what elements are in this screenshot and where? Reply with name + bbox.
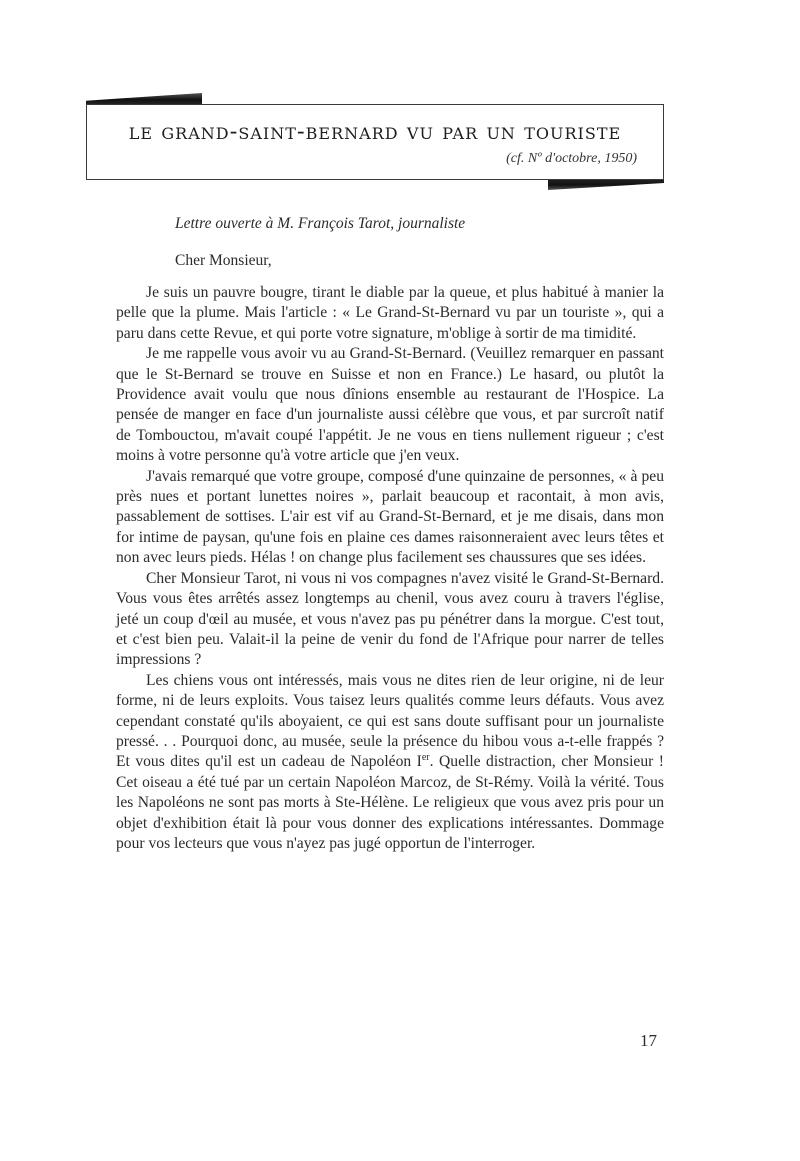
paragraph-5-part-a: Les chiens vous ont intéressés, mais vous ne dites rien de leur origine, ni de leur forme, ni de leurs exploits. Vous taisez leurs qualités comme leurs défauts. Vous avez cependant constaté qu'ils aboyaient, ce qui est sans doute suffisant pour un journaliste pressé. . . Pourquoi donc, au musée, seule la présence du hibou vous a-t-elle frappés ? Et vous dites qu'il est un cadeau de Napoléon I	[116, 671, 664, 771]
paragraph-5-part-b: . Quelle distraction, cher Monsieur ! Cet oiseau a été tué par un certain Napoléon Marcoz, de St-Rémy. Voilà la vérité. Tous les Napoléons ne sont pas morts à Ste-Hélène. Le religieux que vous avez pris pour un objet d'exhibition était là pour vous donner des explications intéressantes. Dommage pour vos lecteurs que vous n'ayez pas jugé opportun de l'interroger.	[116, 753, 665, 852]
letter-body	[116, 283, 664, 854]
letter-heading: Lettre ouverte à M. François Tarot, journaliste	[175, 215, 466, 232]
superscript-er: er	[421, 752, 430, 764]
paragraph-2: Je me rappelle vous avoir vu au Grand-St-Bernard. (Veuillez remarquer en passant que le St-Bernard se trouve en Suisse et non en France.) Le hasard, ou plutôt la Providence avait voulu que nous dînions ensemble au restaurant de l'Hospice. La pensée de manger en face d'un journaliste aussi célèbre que vous, et par surcroît natif de Tombouctou, m'avait coupé l'appétit. Je ne vous en tiens nullement rigueur ; c'est moins à votre personne qu'à votre article que j'en veux.	[116, 345, 664, 465]
paragraph-5	[116, 671, 664, 855]
article-title: le grand-saint-bernard vu par un touriste	[128, 119, 622, 145]
title-bar-bottom	[548, 180, 664, 190]
paragraph-4: Cher Monsieur Tarot, ni vous ni vos compagnes n'avez visité le Grand-St-Bernard. Vous vous êtes arrêtés assez longtemps au chenil, vous avez couru à travers l'église, jeté un coup d'œil au musée, et vous n'avez pas pu pénétrer dans la morgue. C'est tout, et c'est bien peu. Valait-il la peine de venir du fond de l'Afrique pour narrer de telles impressions ?	[116, 569, 664, 669]
page-number: 17	[640, 1031, 657, 1050]
paragraph-1: Je suis un pauvre bougre, tirant le diable par la queue, et plus habitué à manier la pelle que la plume. Mais l'article : « Le Grand-St-Bernard vu par un touriste », qui a paru dans cette Revue, et qui porte votre signature, m'oblige à sortir de ma timidité.	[116, 284, 664, 342]
article-reference: (cf. Nº d'octobre, 1950)	[506, 151, 637, 166]
title-bar-top	[86, 93, 202, 104]
title-box	[86, 104, 664, 180]
salutation: Cher Monsieur,	[175, 252, 272, 269]
paragraph-3: J'avais remarqué que votre groupe, composé d'une quinzaine de personnes, « à peu près nues et portant lunettes noires », parlait beaucoup et racontait, à mon avis, passablement de sottises. L'air est vif au Grand-St-Bernard, et je me disais, dans mon for intime de paysan, qu'une fois en plaine ces dames raisonneraient avec leurs têtes et non avec leurs pieds. Hélas ! on change plus facilement ses chaussures que ses idées.	[116, 467, 664, 567]
